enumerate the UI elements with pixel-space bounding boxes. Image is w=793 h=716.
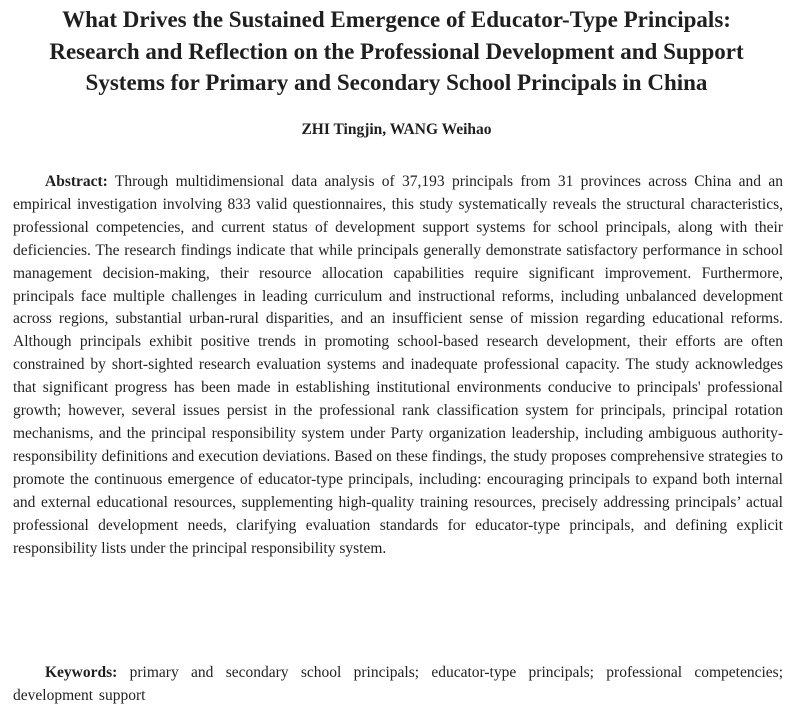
paper-title xyxy=(0,4,793,99)
title-line-3: Systems for Primary and Secondary School Principals in China xyxy=(85,70,708,95)
title-line-1: What Drives the Sustained Emergence of Educator-Type Principals: xyxy=(62,7,731,32)
author-list: ZHI Tingjin, WANG Weihao xyxy=(301,121,492,138)
abstract-paragraph xyxy=(13,171,783,560)
abstract-label: Abstract: xyxy=(45,173,108,190)
keywords-section xyxy=(13,661,783,707)
keywords-label: Keywords: xyxy=(45,664,118,681)
title-line-2: Research and Reflection on the Professional Development and Support xyxy=(49,38,744,64)
keywords-paragraph xyxy=(13,661,783,707)
keywords-text: primary and secondary school principals; educator-type principals; professional competencies; development support xyxy=(13,664,783,704)
abstract-text: Through multidimensional data analysis of 37,193 principals from 31 provinces across China and an empirical investigation involving 833 valid questionnaires, this study systematically reveals the structural characteristics, professional competencies, and current status of development support systems for school principals, along with their deficiencies. The research findings indicate that while principals generally demonstrate satisfactory performance in school management decision-making, their resource allocation capabilities require significant improvement. Furthermore, principals face multiple challenges in leading curriculum and instructional reforms, including unbalanced development across regions, substantial urban-rural disparities, and an insufficient sense of mission regarding educational reforms. Although principals exhibit positive trends in promoting school-based research development, their efforts are often constrained by short-sighted research evaluation systems and inadequate professional capacity. The study acknowledges that significant progress has been made in establishing institutional environments conducive to principals' professional growth; however, several issues persist in the professional rank classification system for principals, principal rotation mechanisms, and the principal responsibility system under Party organization leadership, including ambiguous authority-responsibility definitions and execution deviations. Based on these findings, the study proposes comprehensive strategies to promote the continuous emergence of educator-type principals, including: encouraging principals to expand both internal and external educational resources, supplementing high-quality training resources, precisely addressing principals’ actual professional development needs, clarifying evaluation standards for educator-type principals, and defining explicit responsibility lists under the principal responsibility system. xyxy=(13,173,783,557)
abstract-section xyxy=(13,171,783,560)
